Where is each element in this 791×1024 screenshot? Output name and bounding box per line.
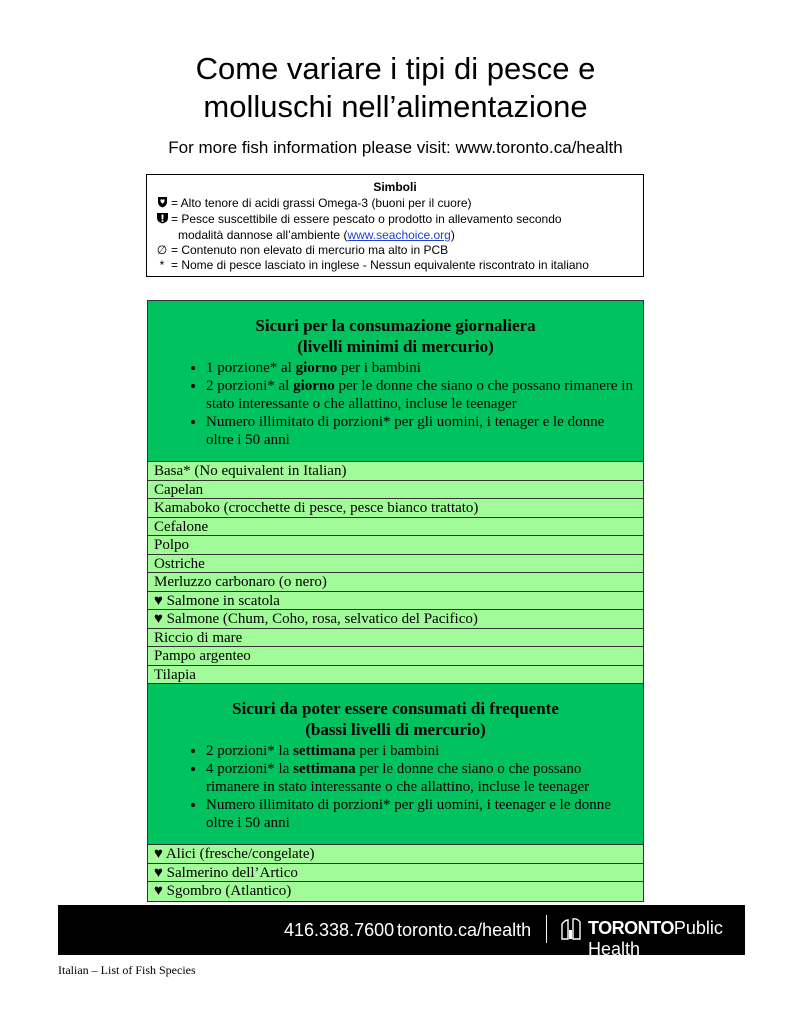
bullet-item — [206, 742, 633, 760]
symbol-text-english-name: = Nome di pesce lasciato in inglese - Nessun equivalente riscontrato in italiano — [171, 258, 589, 272]
bullet-text: per i bambini — [355, 743, 440, 759]
seachoice-link[interactable]: www.seachoice.org — [347, 228, 451, 242]
section-frequent-heading-2: (bassi livelli di mercurio) — [305, 720, 486, 739]
section-frequent-bullets — [158, 742, 633, 832]
section-frequent-header — [148, 684, 643, 845]
bullet-bold: settimana — [293, 761, 356, 777]
footer-bar — [58, 905, 745, 959]
bullet-item — [206, 760, 633, 796]
heart-shield-icon — [153, 196, 171, 212]
bullet-item — [206, 796, 633, 832]
symbol-row-english-name — [153, 258, 637, 273]
table-row: ♥ Salmerino dell’Artico — [148, 864, 643, 883]
footer-brand — [588, 918, 745, 960]
bullet-bold: settimana — [293, 743, 356, 759]
warning-shield-icon — [153, 212, 171, 228]
table-row: ♥ Salmone in scatola — [148, 592, 643, 611]
city-hall-icon — [561, 918, 581, 940]
bullet-bold: giorno — [293, 378, 335, 394]
symbol-continuation — [153, 228, 637, 243]
symbol-text-omega3: = Alto tenore di acidi grassi Omega-3 (buoni per il cuore) — [171, 196, 472, 210]
page-title — [0, 50, 791, 126]
footer-phone[interactable]: 416.338.7600 — [284, 920, 395, 940]
table-row: Merluzzo carbonaro (o nero) — [148, 573, 643, 592]
table-row: Ostriche — [148, 555, 643, 574]
table-row: Riccio di mare — [148, 629, 643, 648]
bullet-item — [206, 413, 633, 449]
bullet-text: 2 porzioni* la — [206, 743, 294, 759]
continuation-prefix: modalità dannose all’ambiente ( — [178, 228, 348, 242]
fish-table — [147, 300, 644, 902]
empty-set-icon: ∅ — [156, 243, 168, 257]
page-subtitle: For more fish information please visit: www.toronto.ca/health — [168, 138, 623, 157]
symbol-row-sustainability — [153, 212, 637, 228]
bullet-item — [206, 359, 633, 377]
title-line-2: molluschi nell’alimentazione — [203, 89, 588, 124]
table-row: ♥ Salmone (Chum, Coho, rosa, selvatico del Pacifico) — [148, 610, 643, 629]
bullet-item — [206, 377, 633, 413]
bullet-text: 4 porzioni* la — [206, 761, 294, 777]
symbol-row-pcb — [153, 243, 637, 258]
symbol-text-pcb: = Contenuto non elevato di mercurio ma alto in PCB — [171, 243, 449, 257]
brand-rest: Public Health — [588, 918, 723, 959]
symbols-legend — [146, 174, 644, 277]
table-row: ♥ Sgombro (Atlantico) — [148, 882, 643, 901]
table-row: Capelan — [148, 481, 643, 500]
table-row: Pampo argenteo — [148, 647, 643, 666]
continuation-suffix: ) — [450, 228, 455, 242]
bullet-text: 1 porzione* al — [206, 360, 296, 376]
table-row: ♥ Alici (fresche/congelate) — [148, 845, 643, 864]
bullet-bold: giorno — [295, 360, 338, 376]
table-row: Polpo — [148, 536, 643, 555]
bullet-text: Numero illimitato di porzioni* per gli uomini, i tenager e le donne oltre i 50 anni — [206, 414, 605, 448]
bullet-text: Numero illimitato di porzioni* per gli uomini, i teenager e le donne oltre i 50 anni — [206, 797, 611, 831]
table-row: Kamaboko (crocchette di pesce, pesce bianco trattato) — [148, 499, 643, 518]
section-daily-bullets — [158, 359, 633, 449]
footer-divider — [546, 915, 547, 943]
section-daily-heading-1: Sicuri per la consumazione giornaliera — [255, 316, 536, 335]
footer-site[interactable]: toronto.ca/health — [397, 920, 532, 940]
brand-bold: TORONTO — [588, 918, 674, 938]
page-footer-note: Italian – List of Fish Species — [58, 963, 196, 977]
bullet-text: 2 porzioni* al — [206, 378, 294, 394]
bullet-text: per i bambini — [337, 360, 421, 376]
section-daily-heading-2: (livelli minimi di mercurio) — [297, 337, 494, 356]
asterisk-icon: * — [159, 258, 165, 272]
table-row: Cefalone — [148, 518, 643, 537]
table-row: Basa* (No equivalent in Italian) — [148, 462, 643, 481]
section-frequent-heading-1: Sicuri da poter essere consumati di frequente — [232, 699, 559, 718]
symbols-title: Simboli — [373, 180, 417, 194]
table-row: Tilapia — [148, 666, 643, 685]
bullet-text: per le donne che siano o che possano rimanere in stato interessante o che allattino, incluse le teenager — [206, 761, 590, 795]
symbol-text-sustainability: = Pesce suscettibile di essere pescato o prodotto in allevamento secondo — [171, 212, 562, 226]
symbol-row-omega3 — [153, 196, 637, 212]
bullet-text: per le donne che siano o che possano rimanere in stato interessante o che allattino, incluse le teenager — [206, 378, 633, 412]
title-line-1: Come variare i tipi di pesce e — [195, 51, 596, 86]
section-daily-header — [148, 301, 643, 462]
